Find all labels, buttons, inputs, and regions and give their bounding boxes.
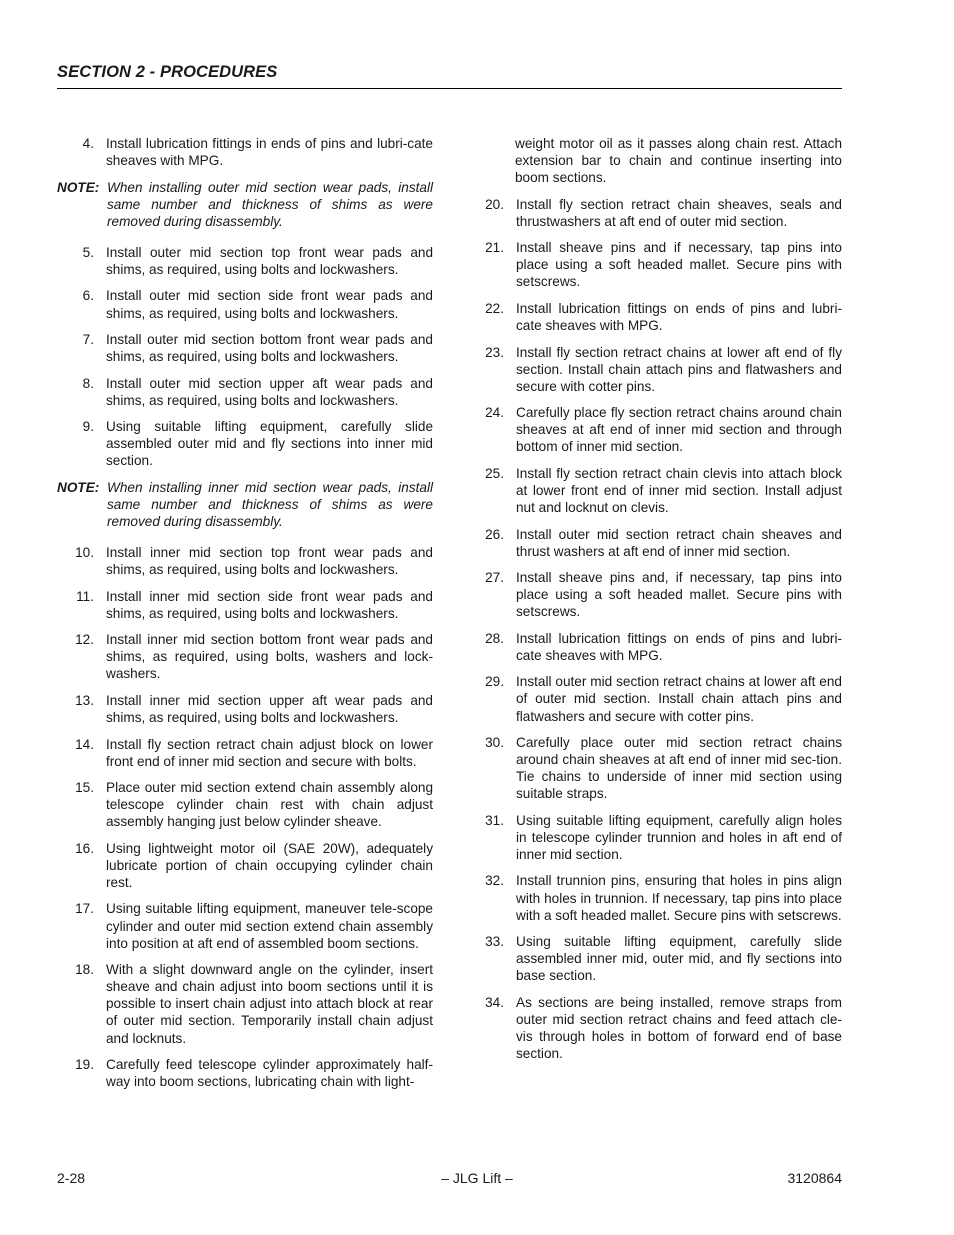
step-text: Install sheave pins and, if necessary, tap pins into place using a soft headed mallet. Secure pins with setscrews.: [516, 570, 842, 620]
step-number: 28.: [485, 630, 504, 646]
step-text: As sections are being installed, remove straps from outer mid section retract chains and feed attach cle-vis through holes in bottom of forward end of base section.: [516, 994, 842, 1062]
step-text: Install outer mid section top front wear pads and shims, as required, using bolts and lockwashers.: [106, 244, 433, 277]
step-number: 8.: [82, 375, 94, 391]
step-number: 27.: [485, 570, 504, 586]
step-number: 18.: [75, 962, 94, 978]
step-number: 6.: [82, 288, 94, 304]
step-number: 33.: [485, 934, 504, 950]
step-number: 32.: [485, 873, 504, 889]
procedure-step: [57, 736, 433, 770]
step-number: 4.: [82, 136, 94, 151]
note-label: NOTE:: [57, 179, 100, 195]
step-text: Carefully place outer mid section retract chains around chain sheaves at aft end of inner mid sec-tion. Tie chains to underside of inner mid section using suitable straps.: [516, 735, 842, 802]
step-number: 10.: [75, 545, 94, 561]
step-text: Using lightweight motor oil (SAE 20W), adequately lubricate portion of chain occupying cylinder chain rest.: [106, 840, 433, 890]
procedure-step: [57, 135, 433, 169]
procedure-step: [57, 418, 433, 469]
step-number: 21.: [485, 240, 504, 256]
step-text: Install inner mid section upper aft wear pads and shims, as required, using bolts and lockwashers.: [106, 692, 433, 726]
step-text: Install fly section retract chains at lower aft end of fly section. Install chain attach pins and flatwashers and secure with cotter pins.: [516, 344, 842, 394]
step-number: 12.: [75, 632, 94, 648]
step-number: 13.: [75, 692, 94, 708]
step-number: 26.: [485, 526, 504, 542]
procedure-step: [57, 331, 433, 365]
step-continuation: weight motor oil as it passes along chain rest. Attach extension bar to chain and continue inserting into boom sections.: [515, 136, 842, 186]
procedure-step: [467, 673, 842, 724]
procedure-step: [467, 404, 842, 455]
note-text: When installing inner mid section wear pads, install same number and thickness of shims as were removed during disassembly.: [107, 479, 433, 530]
step-text: Install outer mid section upper aft wear pads and shims, as required, using bolts and lockwashers.: [106, 375, 433, 408]
step-text: Install sheave pins and if necessary, tap pins into place using a soft headed mallet. Secure pins with setscrews.: [516, 240, 842, 290]
step-text: Install lubrication fittings in ends of pins and lubri-cate sheaves with MPG.: [106, 136, 433, 169]
step-text: Install outer mid section bottom front wear pads and shims, as required, using bolts and lockwashers.: [106, 332, 433, 365]
procedure-step: [467, 196, 842, 230]
step-number: 34.: [485, 994, 504, 1010]
step-number: 5.: [82, 244, 94, 260]
step-text: Using suitable lifting equipment, carefully slide assembled outer mid and fly sections into inner mid section.: [106, 419, 433, 469]
step-text: Carefully place fly section retract chains around chain sheaves at aft end of inner mid section and through bottom of inner mid section.: [516, 405, 842, 455]
step-number: 22.: [485, 300, 504, 316]
procedure-step: [467, 734, 842, 802]
procedure-step: [467, 872, 842, 923]
step-text: Install lubrication fittings on ends of pins and lubri-cate sheaves with MPG.: [516, 630, 842, 663]
step-number: 23.: [485, 344, 504, 360]
step-text: Install inner mid section bottom front wear pads and shims, as required, using bolts, washers and lock-washers.: [106, 632, 433, 682]
procedure-step: [57, 1056, 433, 1090]
procedure-step: [467, 465, 842, 516]
left-column: [57, 135, 433, 1100]
right-column: [467, 135, 842, 1072]
step-number: 11.: [76, 588, 94, 604]
header-rule: [57, 88, 842, 89]
step-number: 16.: [75, 840, 94, 856]
procedure-step: [467, 239, 842, 290]
step-text: Install lubrication fittings on ends of pins and lubri-cate sheaves with MPG.: [516, 300, 842, 334]
procedure-step: [467, 630, 842, 664]
step-text: Using suitable lifting equipment, maneuver tele-scope cylinder and outer mid section extend chain assembly into position at aft end of assembled boom sections.: [106, 901, 433, 951]
step-number: 17.: [75, 901, 94, 917]
procedure-step: [57, 631, 433, 682]
step-text: With a slight downward angle on the cylinder, insert sheave and chain adjust into boom sections until it is possible to insert chain adjust into attach block at rear of outer mid section. Temporarily install chain adjust and locknuts.: [106, 962, 433, 1046]
step-number: 24.: [485, 405, 504, 421]
procedure-step: [467, 933, 842, 984]
step-text: Install outer mid section retract chain sheaves and thrust washers at aft end of inner mid section.: [516, 526, 842, 559]
section-header-title: SECTION 2 - PROCEDURES: [57, 63, 278, 81]
step-number: 14.: [75, 736, 94, 752]
step-text: Install outer mid section retract chains at lower aft end of outer mid section. Install chain attach pins and flatwashers and secure with cotter pins.: [516, 674, 842, 724]
step-text: Install inner mid section top front wear pads and shims, as required, using bolts and lockwashers.: [106, 545, 433, 578]
note-text: When installing outer mid section wear pads, install same number and thickness of shims as were removed during disassembly.: [107, 179, 433, 229]
step-number: 15.: [75, 780, 94, 796]
step-number: 30.: [485, 735, 504, 751]
step-number: 9.: [82, 419, 94, 435]
step-text: Carefully feed telescope cylinder approximately half-way into boom sections, lubricating chain with light-: [106, 1056, 433, 1090]
procedure-step: [467, 300, 842, 334]
step-number: 20.: [485, 196, 504, 212]
step-number: 29.: [485, 674, 504, 690]
step-number: 19.: [75, 1056, 94, 1072]
footer-publisher: – JLG Lift –: [441, 1170, 513, 1186]
document-number: 3120864: [787, 1170, 842, 1186]
note-label: NOTE:: [57, 479, 100, 495]
procedure-step: [57, 840, 433, 891]
step-text: Using suitable lifting equipment, carefully align holes in telescope cylinder trunnion and holes in aft end of inner mid section.: [516, 812, 842, 862]
procedure-step: [467, 812, 842, 863]
step-text: Install inner mid section side front wear pads and shims, as required, using bolts and lockwashers.: [106, 588, 433, 621]
step-text: Place outer mid section extend chain assembly along telescope cylinder chain rest with chain adjust assembly hanging just below cylinder sheave.: [106, 780, 433, 830]
note: [57, 479, 433, 530]
step-text: Install outer mid section side front wear pads and shims, as required, using bolts and lockwashers.: [106, 288, 433, 321]
note: [57, 179, 433, 230]
page-number: 2-28: [57, 1170, 86, 1186]
procedure-step: [467, 344, 842, 395]
procedure-step: [57, 900, 433, 951]
step-number: 7.: [82, 332, 94, 348]
procedure-step: [57, 588, 433, 622]
procedure-step: [57, 692, 433, 726]
procedure-step: [467, 526, 842, 560]
procedure-step: [467, 569, 842, 620]
step-number: 31.: [485, 812, 504, 828]
step-text: Install fly section retract chain clevis into attach block at lower front end of inner mid section. Install adjust nut and locknut on clevis.: [516, 465, 842, 516]
step-number: 25.: [485, 465, 504, 481]
procedure-step: [57, 375, 433, 409]
procedure-step: [57, 244, 433, 278]
procedure-step: [57, 287, 433, 321]
procedure-step: [467, 994, 842, 1062]
step-text: Install fly section retract chain sheaves, seals and thrustwashers at aft end of outer mid section.: [516, 196, 842, 229]
procedure-step: [57, 779, 433, 830]
procedure-step: [57, 544, 433, 578]
procedure-step: [57, 961, 433, 1046]
step-text: Install trunnion pins, ensuring that holes in pins align with holes in trunnion. If necessary, tap pins into place with a soft headed mallet. Secure pins with setscrews.: [516, 873, 842, 923]
step-text: Using suitable lifting equipment, carefully slide assembled inner mid, outer mid, and fly sections into base section.: [516, 934, 842, 984]
step-text: Install fly section retract chain adjust block on lower front end of inner mid section and secure with bolts.: [106, 736, 433, 769]
